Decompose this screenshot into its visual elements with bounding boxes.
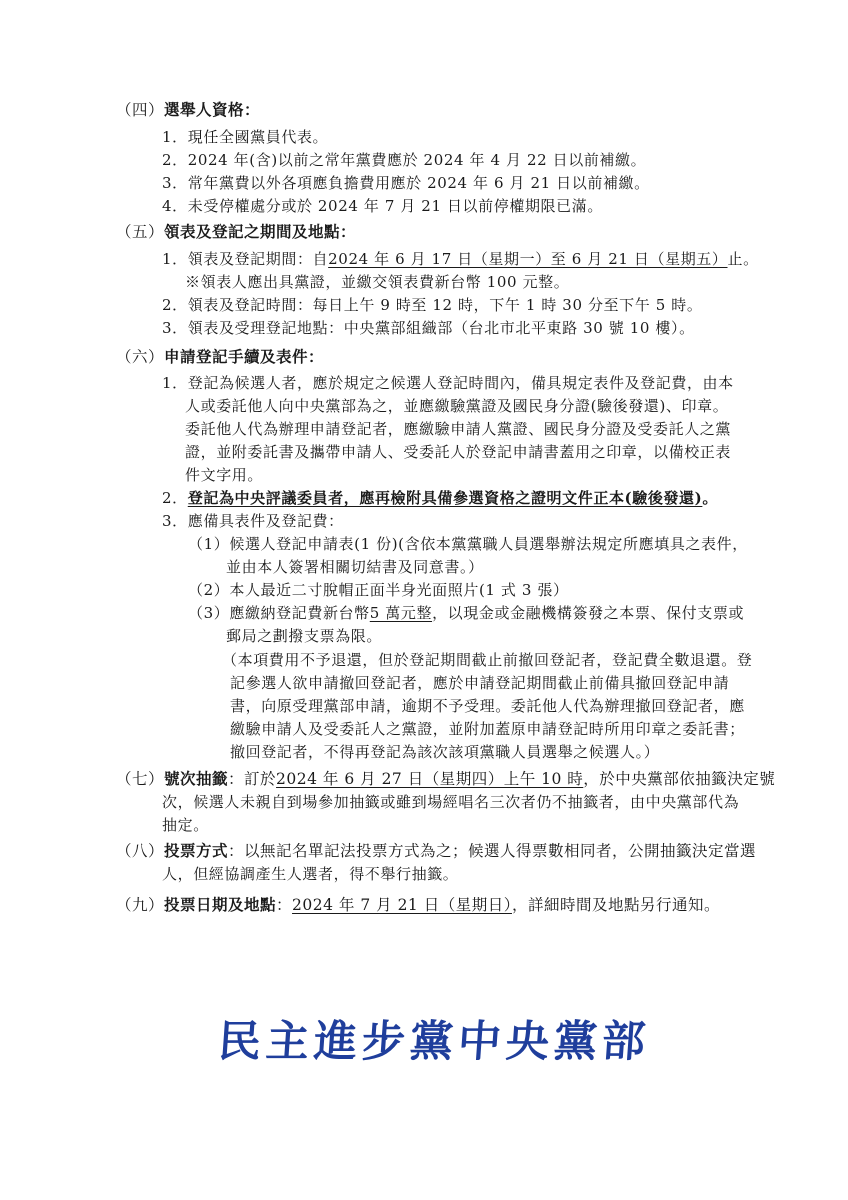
section-6-sub-2: （2）本人最近二寸脫帽正面半身光面照片(1 式 3 張） [188,581,569,599]
section-8-text: ：以無記名單記法投票方式為之；候選人得票數相同者，公開抽籤決定當選 [228,842,757,860]
voting-date: 2024 年 7 月 21 日（星期日） [292,896,512,914]
lottery-datetime: 2024 年 6 月 27 日（星期四）上午 10 時 [276,770,584,788]
organization-seal: 民主進步黨中央黨部 [216,1017,652,1067]
section-7-post: ，於中央黨部依抽籤決定號 [583,770,776,788]
section-6-item-2-number: 2． [162,489,188,507]
section-6-item-2-end: 。 [702,489,718,507]
registration-period-dates: 2024 年 6 月 17 日（星期一）至 6 月 21 日（星期五） [328,250,728,268]
section-7-title: 號次抽籤 [164,769,229,788]
section-6-item-1-line-1: 1．登記為候選人者，應於規定之候選人登記時間內，備具規定表件及登記費，由本 [162,374,734,392]
section-6-sub-3-continued: 郵局之劃撥支票為限。 [226,627,383,645]
section-5-title: 領表及登記之期間及地點： [164,222,357,241]
section-4-item-3: 3．常年黨費以外各項應負擔費用應於 2024 年 6 月 21 日以前補繳。 [162,174,650,192]
section-6-item-3: 3．應備具表件及登記費： [162,512,344,530]
section-4-item-1: 1．現任全國黨員代表。 [162,128,329,146]
section-9-number: （九） [116,896,165,914]
section-6-item-2 [162,487,718,509]
section-6-item-1-line-3: 委託他人代為辦理申請登記者，應繳驗申請人黨證、國民身分證及受委託人之黨 [185,420,732,438]
registration-period-end: 止。 [727,250,759,268]
section-8-number: （八） [116,842,165,860]
registration-period-label: 1．領表及登記期間：自 [162,250,329,268]
section-5-item-1-note: ※領表人應出具黨證，並繳交領表費新台幣 100 元整。 [185,273,570,291]
section-5-item-1 [162,248,759,270]
section-6-note-line-5: 撤回登記者，不得再登記為該次該項黨職人員選舉之候選人。） [230,743,660,761]
section-6-item-1-line-2: 人或委託他人向中央黨部為之，並應繳驗黨證及國民身分證(驗後發還)、印章。 [185,397,729,415]
registration-fee-amount: 5 萬元整 [369,604,433,622]
section-9-line [116,894,720,916]
section-6-sub-1-line-2: 並由本人簽署相關切結書及同意書。） [226,558,484,576]
section-9-post: ，詳細時間及地點另行通知。 [511,896,720,914]
section-7-number: （七） [116,770,165,788]
section-4-number: （四） [116,101,165,119]
section-6-sub-3-post: ，以現金或金融機構簽發之本票、保付支票或 [432,604,745,622]
section-5-number: （五） [116,223,165,241]
section-6-title: 申請登記手續及表件： [164,347,325,366]
section-6-number: （六） [116,348,165,366]
section-6-sub-3-pre: （3）應繳納登記費新台幣 [188,604,370,622]
section-9-title: 投票日期及地點 [164,895,277,914]
section-6-item-1-line-4: 證，並附委託書及攜帶申請人、受委託人於登記申請書蓋用之印章，以備校正表 [185,443,732,461]
section-6-note-line-3: 書，向原受理黨部申請，逾期不予受理。委託他人代為辦理撤回登記者，應 [230,697,745,715]
section-6-sub-1-line-1: （1）候選人登記申請表(1 份)(含依本黨黨職人員選舉辦法規定所應填具之表件， [188,535,748,553]
section-6-note-line-2: 記參選人欲申請撤回登記者，應於申請登記期間截止前備具撤回登記申請 [230,674,730,692]
section-4-heading [116,99,260,121]
section-6-heading [116,346,324,368]
section-6-sub-3 [188,602,744,624]
section-7-pre: ：訂於 [228,770,277,788]
section-7-line-1 [116,768,775,790]
section-6-item-2-text: 登記為中央評議委員者，應再檢附具備參選資格之證明文件正本(驗後發還) [187,489,703,507]
section-4-title: 選舉人資格： [164,100,261,119]
section-8-line-2: 人，但經協調產生人選者，得不舉行抽籤。 [162,865,459,883]
section-9-separator: ： [276,896,293,914]
section-8-title: 投票方式 [164,841,229,860]
section-5-item-3: 3．領表及受理登記地點：中央黨部組織部（台北市北平東路 30 號 10 樓）。 [162,319,695,337]
section-6-note-line-4: 繳驗申請人及受委託人之黨證，並附加蓋原申請登記時所用印章之委託書； [230,720,745,738]
section-7-line-2: 次，候選人未親自到場參加抽籤或雖到場經唱名三次者仍不抽籤者，由中央黨部代為 [162,793,740,811]
section-4-item-4: 4．未受停權處分或於 2024 年 7 月 21 日以前停權期限已滿。 [162,197,603,215]
section-6-note-line-1: （本項費用不予退還，但於登記期間截止前撤回登記者，登記費全數退還。登 [222,651,753,669]
section-8-line-1 [116,840,756,862]
section-7-line-3: 抽定。 [162,816,209,834]
section-5-heading [116,221,356,243]
section-6-item-1-line-5: 件文字用。 [185,466,264,484]
section-5-item-2: 2．領表及登記時間：每日上午 9 時至 12 時，下午 1 時 30 分至下午 5 時。 [162,296,703,314]
section-4-item-2: 2．2024 年(含)以前之常年黨費應於 2024 年 4 月 22 日以前補繳。 [162,151,647,169]
